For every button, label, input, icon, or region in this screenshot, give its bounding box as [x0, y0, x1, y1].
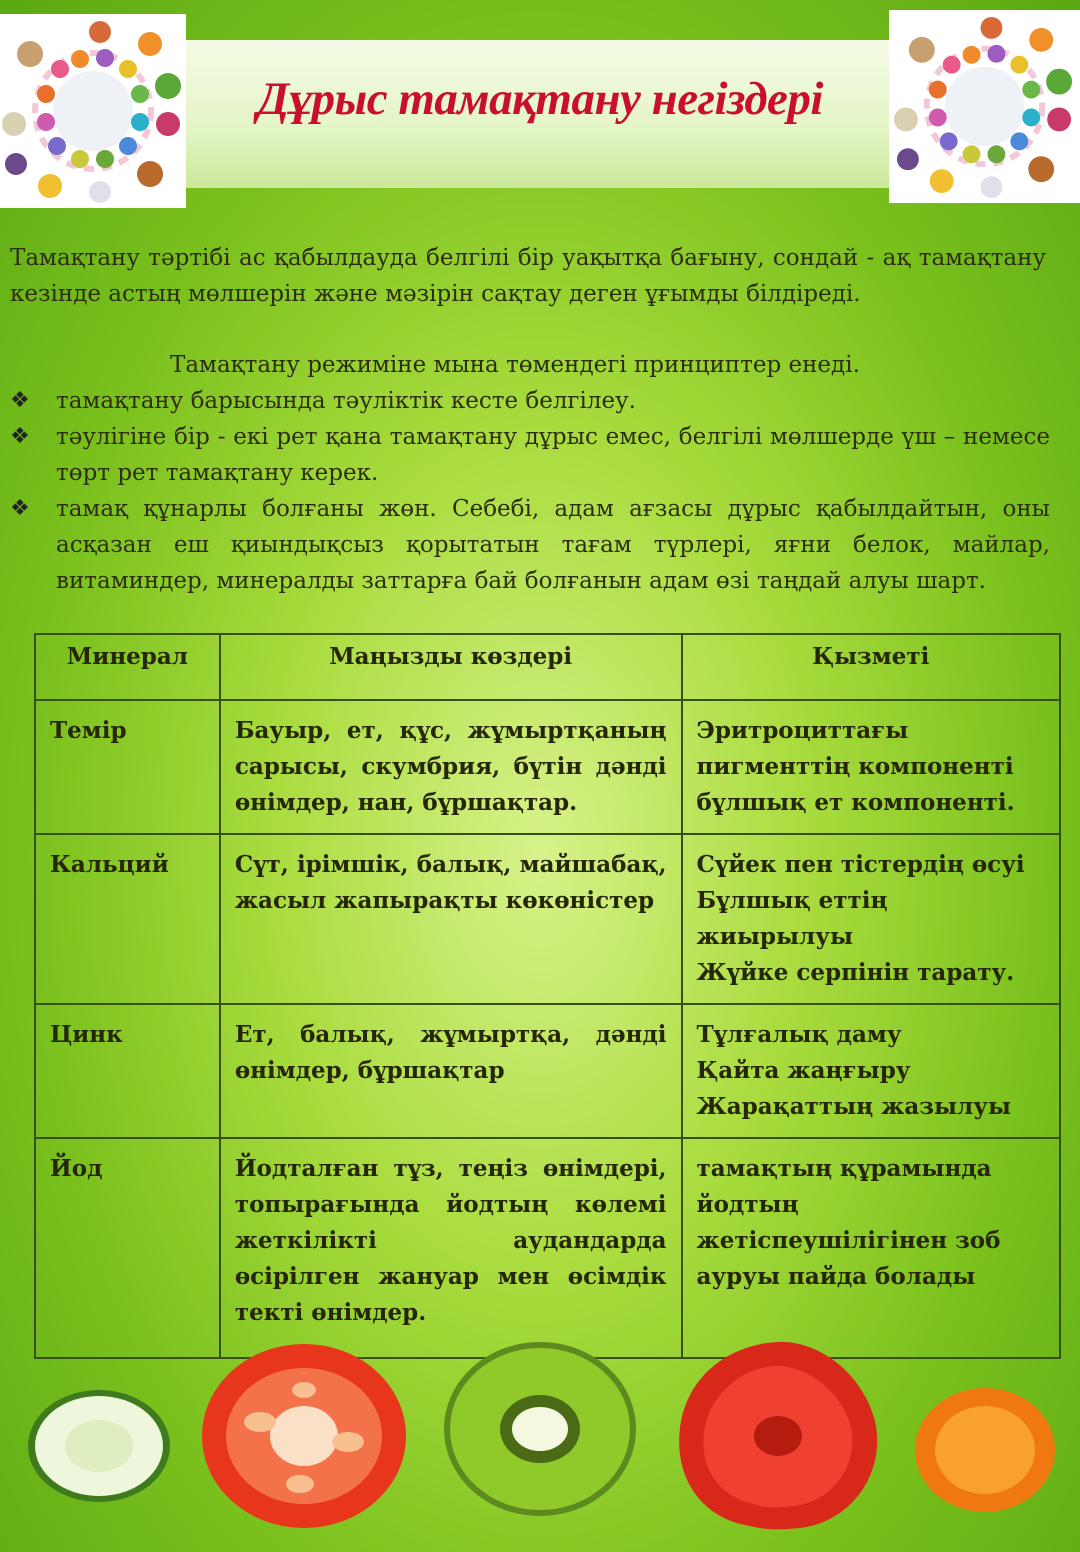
table-row — [35, 1004, 1060, 1138]
diamond-bullet-icon: ❖ — [10, 388, 30, 413]
column-header-functions: Қызметі — [682, 634, 1060, 700]
tomato-slice-illustration — [200, 1342, 408, 1530]
column-header-mineral: Минерал — [35, 634, 220, 700]
function-line: Бұлшық еттің жиырылуы — [696, 887, 888, 950]
principles-heading: Тамақтану режиміне мына төмендегі принциптер енеді. — [170, 352, 860, 378]
function-line: Қайта жаңғыру — [696, 1057, 911, 1084]
list-item: ❖ тамақ құнарлы болғаны жөн. Себебі, адам ағзасы дұрыс қабылдайтын, оны асқазан еш қиындықсыз қорытатын тағам түрлері, яғни белок, майлар, витаминдер, минералды заттарға бай болғанын адам өзі таңдай алуы шарт. — [10, 491, 1050, 599]
vitamin-wheel-illustration-left — [0, 14, 186, 208]
vitamin-wheel-illustration-right — [889, 10, 1080, 203]
table-row — [35, 700, 1060, 834]
minerals-table — [34, 633, 1061, 1359]
diamond-bullet-icon: ❖ — [10, 496, 30, 521]
function-line: тамақтың құрамында йодтың жетіспеушілігінен зоб ауруы пайда болады — [696, 1155, 1001, 1290]
functions-cell — [682, 700, 1060, 834]
table-row — [35, 834, 1060, 1004]
kiwi-slice-illustration — [442, 1340, 638, 1518]
list-item: ❖ тәулігіне бір - екі рет қана тамақтану дұрыс емес, белгілі мөлшерде үш – немесе төрт рет тамақтану керек. — [10, 419, 1050, 491]
function-line: Жарақаттың жазылуы — [696, 1093, 1012, 1120]
carrot-slice-illustration — [912, 1386, 1058, 1514]
table-row — [35, 1138, 1060, 1358]
column-header-sources: Маңызды көздері — [220, 634, 682, 700]
bell-pepper-slice-illustration — [670, 1336, 886, 1532]
sources-cell: Йодталған тұз, теңіз өнімдері, топырағында йодтың көлемі жеткілікті аудандарда өсірілген жануар мен өсімдік текті өнімдер. — [220, 1138, 682, 1358]
list-item: ❖ тамақтану барысында тәуліктік кесте белгілеу. — [10, 383, 1050, 419]
functions-cell — [682, 1004, 1060, 1138]
sources-cell: Бауыр, ет, құс, жұмыртқаның сарысы, скумбрия, бүтін дәнді өнімдер, нан, бұршақтар. — [220, 700, 682, 834]
page-title: Дұрыс тамақтану негіздері — [257, 73, 823, 125]
mineral-cell: Темір — [35, 700, 220, 834]
sources-cell: Сүт, ірімшік, балық, майшабақ, жасыл жапырақты көкөністер — [220, 834, 682, 1004]
intro-paragraph: Тамақтану тәртібі ас қабылдауда белгілі бір уақытқа бағыну, сондай - ақ тамақтану кезінде астың мөлшерін және мәзірін сақтау деген ұғымды білдіреді. — [10, 245, 1046, 307]
function-line: Эритроциттағы пигменттің компоненті — [696, 717, 1014, 780]
functions-cell — [682, 834, 1060, 1004]
table-header-row — [35, 634, 1060, 700]
function-line: Жүйке серпінін тарату. — [696, 959, 1015, 986]
principles-list — [10, 383, 1050, 599]
mineral-cell: Йод — [35, 1138, 220, 1358]
function-line: Сүйек пен тістердің өсуі — [696, 851, 1025, 878]
sources-cell: Ет, балық, жұмыртқа, дәнді өнімдер, бұршақтар — [220, 1004, 682, 1138]
functions-cell — [682, 1138, 1060, 1358]
mineral-cell: Кальций — [35, 834, 220, 1004]
function-line: бұлшық ет компоненті. — [696, 789, 1015, 816]
cucumber-slice-illustration — [26, 1388, 172, 1504]
mineral-cell: Цинк — [35, 1004, 220, 1138]
diamond-bullet-icon: ❖ — [10, 424, 30, 449]
function-line: Тұлғалық даму — [696, 1021, 902, 1048]
